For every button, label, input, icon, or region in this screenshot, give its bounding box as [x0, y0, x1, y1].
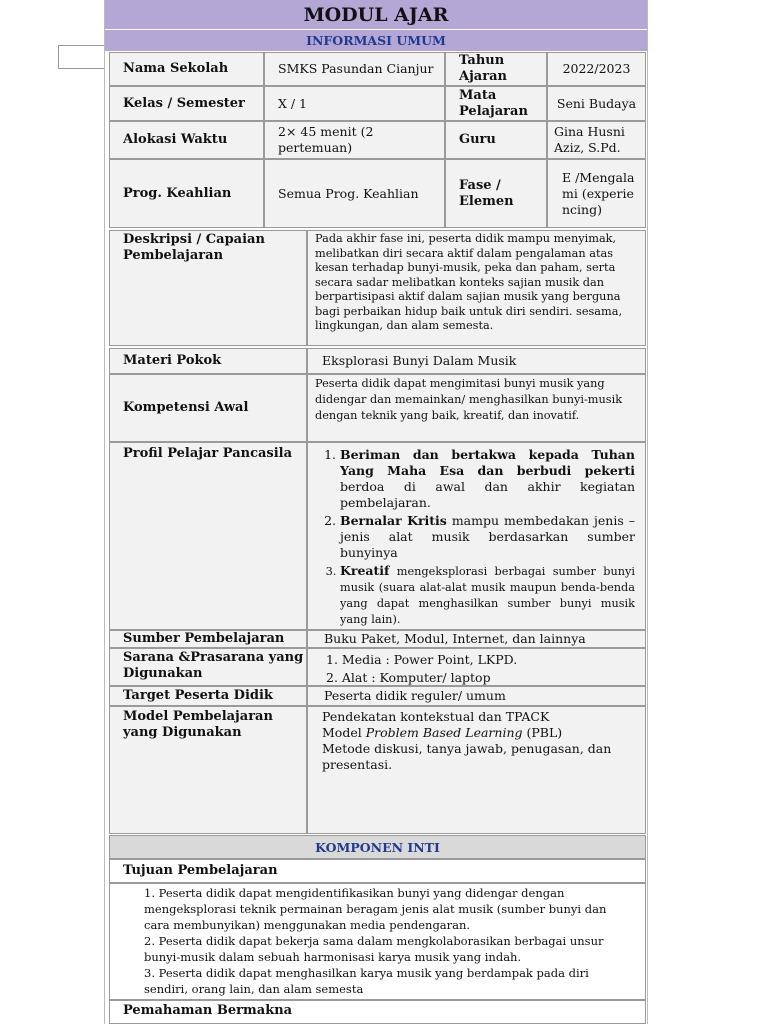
prog-keahlian-value: Semua Prog. Keahlian: [264, 159, 445, 228]
guru-label: Guru: [445, 121, 547, 159]
guru-value: Gina Husni Aziz, S.Pd.: [547, 121, 646, 159]
deskripsi-text: Pada akhir fase ini, peserta didik mampu menyimak, melibatkan diri secara aktif dalam pengalaman atas kesan terhadap bunyi-musik, peka dan paham, serta secara sadar melibatkan konteks sajian musik dan berpartisipasi aktif dalam sajian musik yang berguna bagi perbaikan hidup baik untuk diri sendiri. sesama, lingkungan, dan alam semesta.: [307, 230, 646, 346]
profil-item: 2. Bernalar Kritis mampu membedakan jenis – jenis alat musik berdasarkan sumber bunyinya: [340, 513, 635, 561]
document-page: [104, 0, 648, 1024]
sumber-label: Sumber Pembelajaran: [109, 630, 307, 648]
materi-pokok-label: Materi Pokok: [109, 348, 307, 374]
kelas-semester-value: X / 1: [264, 86, 445, 121]
fase-elemen-value: E /Mengalami (experiencing): [547, 159, 646, 228]
margin-box: [58, 45, 106, 69]
section-komponen-inti: KOMPONEN INTI: [109, 835, 646, 859]
sarana-item: 1. Media : Power Point, LKPD.: [326, 652, 518, 667]
fase-elemen-label: Fase / Elemen: [445, 159, 547, 228]
profil-pelajar-list: [307, 442, 646, 630]
tahun-ajaran-value: 2022/2023: [547, 52, 646, 86]
nama-sekolah-label: Nama Sekolah: [109, 52, 264, 86]
tujuan-list: [109, 883, 646, 1000]
kompetensi-awal-label: Kompetensi Awal: [109, 374, 307, 442]
model-line-3: Metode diskusi, tanya jawab, penugasan, dan presentasi.: [322, 741, 612, 772]
model-line-2: Model Problem Based Learning (PBL): [322, 725, 563, 740]
deskripsi-label: Deskripsi / Capaian Pembelajaran: [109, 230, 307, 346]
prog-keahlian-label: Prog. Keahlian: [109, 159, 264, 228]
kompetensi-awal-text: Peserta didik dapat mengimitasi bunyi musik yang didengar dan memainkan/ menghasilkan bunyi-musik dengan teknik yang baik, kreatif, dan inovatif.: [307, 374, 646, 442]
sarana-label: Sarana &Prasarana yang Digunakan: [109, 648, 307, 686]
sumber-value: Buku Paket, Modul, Internet, dan lainnya: [307, 630, 646, 648]
mata-pelajaran-label: Mata Pelajaran: [445, 86, 547, 121]
document-title: MODUL AJAR: [105, 0, 647, 30]
sarana-list: [307, 648, 646, 686]
tujuan-item: 1. Peserta didik dapat mengidentifikasikan bunyi yang didengar dengan mengeksplorasi teknik permainan beragam jenis alat musik (sumber bunyi dan cara membunyikan) menggunakan media pendengaran.: [144, 886, 607, 932]
tujuan-item: 2. Peserta didik dapat bekerja sama dalam mengkolaborasikan berbagai unsur bunyi-musik dalam sebuah harmonisasi karya musik yang indah.: [144, 934, 604, 964]
tahun-ajaran-label: Tahun Ajaran: [445, 52, 547, 86]
nama-sekolah-value: SMKS Pasundan Cianjur: [264, 52, 445, 86]
mata-pelajaran-value: Seni Budaya: [547, 86, 646, 121]
model-line-1: Pendekatan kontekstual dan TPACK: [322, 709, 550, 724]
kelas-semester-label: Kelas / Semester: [109, 86, 264, 121]
tujuan-label: Tujuan Pembelajaran: [109, 859, 646, 883]
sarana-item: 2. Alat : Komputer/ laptop: [326, 670, 491, 685]
target-label: Target Peserta Didik: [109, 686, 307, 706]
profil-item: 3. Kreatif mengeksplorasi berbagai sumber bunyi musik (suara alat-alat musik maupun benda-benda yang dapat menghasilkan sumber bunyi musik yang lain).: [340, 563, 635, 628]
model-label: Model Pembelajaran yang Digunakan: [109, 706, 307, 834]
section-informasi-umum: INFORMASI UMUM: [105, 30, 647, 51]
model-text: [307, 706, 646, 834]
profil-item: 1. Beriman dan bertakwa kepada Tuhan Yang Maha Esa dan berbudi pekerti berdoa di awal dan akhir kegiatan pembelajaran.: [340, 447, 635, 511]
materi-pokok-value: Eksplorasi Bunyi Dalam Musik: [307, 348, 646, 374]
alokasi-waktu-label: Alokasi Waktu: [109, 121, 264, 159]
profil-pelajar-label: Profil Pelajar Pancasila: [109, 442, 307, 630]
alokasi-waktu-value: 2× 45 menit (2 pertemuan): [264, 121, 445, 159]
target-value: Peserta didik reguler/ umum: [307, 686, 646, 706]
tujuan-item: 3. Peserta didik dapat menghasilkan karya musik yang berdampak pada diri sendiri, orang lain, dan alam semesta: [144, 966, 589, 996]
pemahaman-label: Pemahaman Bermakna: [109, 1000, 646, 1024]
